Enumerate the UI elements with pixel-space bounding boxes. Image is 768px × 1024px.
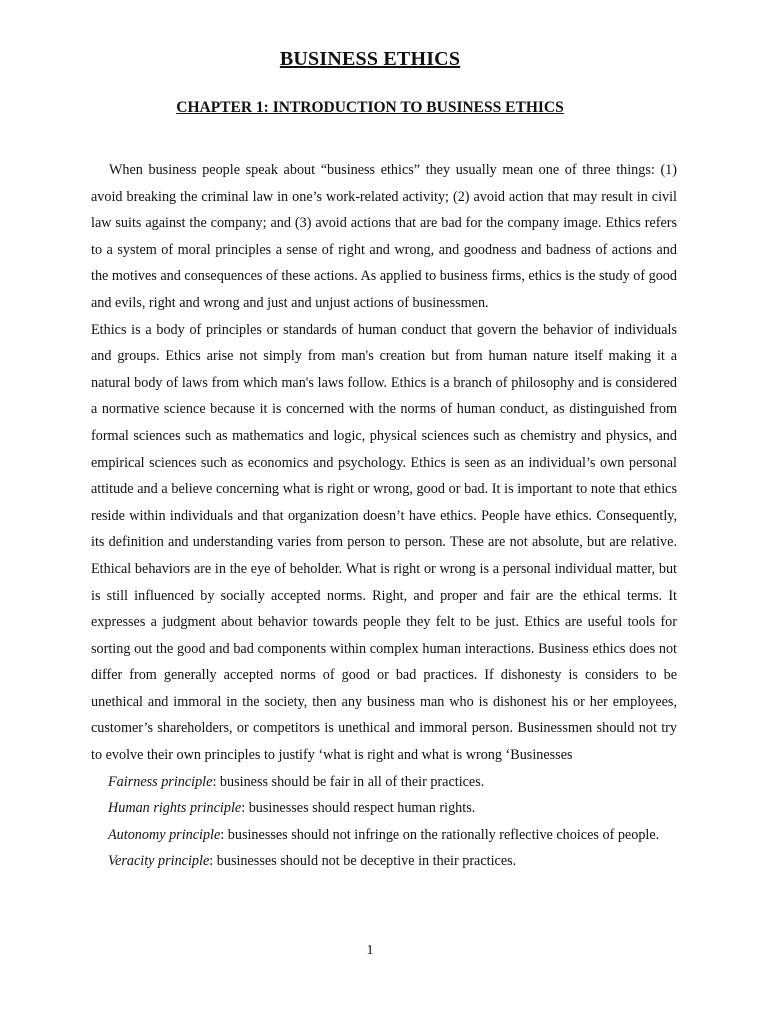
principle-text: : business should be fair in all of their practices. bbox=[212, 773, 485, 790]
paragraph-intro: When business people speak about “business ethics” they usually mean one of three things: (1) avoid breaking the criminal law in one’s work-related activity; (2) avoid action that may result in civil law suits against the company; and (3) avoid actions that are bad for the company image. Ethics refers to a system of moral principles a sense of right and wrong, and goodness and badness of actions and the motives and consequences of these actions. As applied to business firms, ethics is the study of good and evils, right and wrong and just and unjust actions of businessmen. bbox=[91, 162, 677, 311]
principle-name: Veracity principle bbox=[108, 853, 210, 870]
principle-name: Fairness principle bbox=[108, 773, 213, 790]
document-title: BUSINESS ETHICS bbox=[279, 48, 461, 70]
principle-name: Autonomy principle bbox=[108, 826, 221, 843]
principle-item-human-rights bbox=[108, 795, 677, 822]
principle-text: : businesses should not be deceptive in their practices. bbox=[209, 853, 517, 870]
principles-list bbox=[91, 769, 677, 875]
chapter-title: CHAPTER 1: INTRODUCTION TO BUSINESS ETHICS bbox=[176, 99, 564, 116]
principle-text: : businesses should not infringe on the rationally reflective choices of people. bbox=[220, 826, 660, 843]
principle-item-veracity bbox=[108, 848, 677, 875]
principle-item-autonomy bbox=[108, 822, 677, 849]
principle-item-fairness bbox=[108, 769, 677, 796]
body-text bbox=[91, 157, 677, 875]
principle-text: : businesses should respect human rights. bbox=[241, 800, 476, 817]
principle-name: Human rights principle bbox=[108, 800, 242, 817]
paragraph-ethics-definition: Ethics is a body of principles or standards of human conduct that govern the behavior of individuals and groups. Ethics arise not simply from man's creation but from human nature itself making it a natural body of laws from which man's laws follow. Ethics is a branch of philosophy and is considered a normative science because it is concerned with the norms of human conduct, as distinguished from formal sciences such as mathematics and logic, physical sciences such as chemistry and physics, and empirical sciences such as economics and psychology. Ethics is seen as an individual’s own personal attitude and a believe concerning what is right or wrong, good or bad. It is important to note that ethics reside within individuals and that organization doesn’t have ethics. People have ethics. Consequently, its definition and understanding varies from person to person. These are not absolute, but are relative. Ethical behaviors are in the eye of beholder. What is right or wrong is a personal individual matter, but is still influenced by socially accepted norms. Right, and proper and fair are the ethical terms. It expresses a judgment about behavior towards people they felt to be just. Ethics are useful tools for sorting out the good and bad components within complex human interactions. Business ethics does not differ from generally accepted norms of good or bad practices. If dishonesty is considers to be unethical and immoral in the society, then any business man who is dishonest his or her employees, customer’s shareholders, or competitors is unethical and immoral person. Businessmen should not try to evolve their own principles to justify ‘what is right and what is wrong ‘Businesses bbox=[91, 321, 677, 764]
page-number: 1 bbox=[366, 943, 374, 958]
